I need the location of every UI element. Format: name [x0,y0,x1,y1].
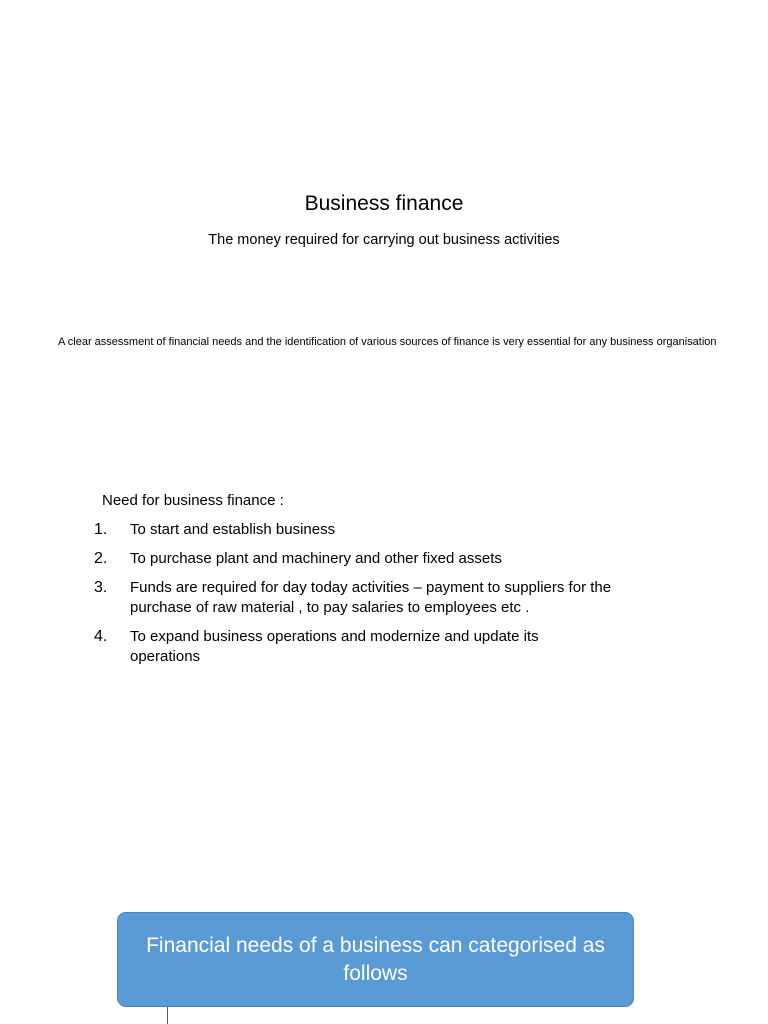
need-heading: Need for business finance : [102,492,284,509]
page-title: Business finance [304,192,464,215]
assessment-paragraph: A clear assessment of financial needs and the identification of various sources of finance is very essential for any business organisation [58,336,717,348]
list-number: 3. [94,579,108,596]
need-list-item [94,627,694,667]
categories-box [117,912,634,1007]
categories-box-text: Financial needs of a business can categorised as follows [146,933,605,985]
list-number: 4. [94,628,108,645]
need-list [94,520,694,676]
list-item-text: To purchase plant and machinery and other fixed assets [130,550,502,567]
need-list-item [94,578,694,618]
page-subtitle: The money required for carrying out business activities [208,232,560,248]
list-number: 1. [94,521,108,538]
list-number: 2. [94,550,108,567]
connector-line [167,1007,168,1024]
need-list-item [94,549,694,569]
need-list-item [94,520,694,540]
list-item-text: To expand business operations and modernize and update its operations [130,628,539,665]
list-item-text: To start and establish business [130,521,336,538]
list-item-text: Funds are required for day today activities – payment to suppliers for the purchase of raw material , to pay salaries to employees etc . [130,579,612,616]
